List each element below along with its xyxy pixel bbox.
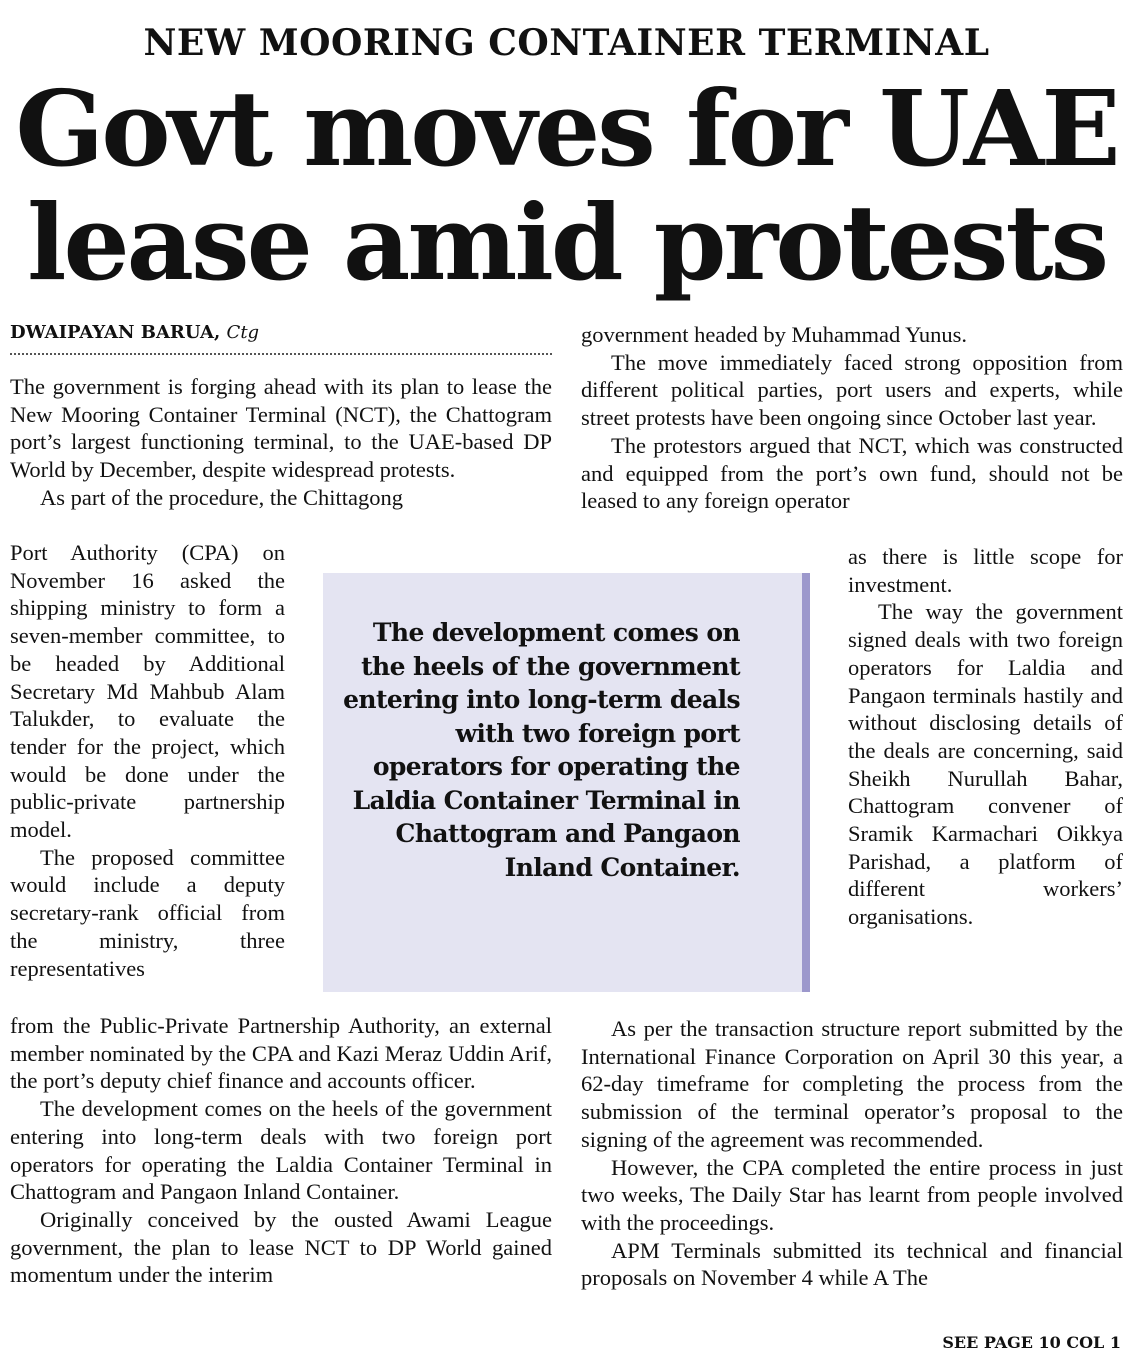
jump-line[interactable]: SEE PAGE 10 COL 1 (942, 1333, 1121, 1352)
byline-place: Ctg (226, 322, 260, 343)
kicker: NEW MOORING CONTAINER TERMINAL (143, 22, 990, 64)
paragraph: government headed by Muhammad Yunus. (581, 322, 967, 347)
paragraph: as there is little scope for investment. (848, 544, 1123, 597)
paragraph: As part of the procedure, the Chittagong (40, 484, 404, 510)
paragraph: from the Public-Private Partnership Authority, an external member nominated by the CPA and Kazi Meraz Uddin Arif, the port’s deputy chief finance and accounts officer. (10, 1013, 552, 1094)
byline-author: DWAIPAYAN BARUA, (10, 322, 221, 343)
pull-quote-box (323, 573, 810, 992)
right-column-top (581, 321, 1123, 515)
paragraph: The way the government signed deals with two foreign operators for Laldia and Pangaon terminals hastily and without disclosing details of the deals are concerning, said Sheikh Nurullah Bahar, Chattogram convener of Sramik Karmachari Oikkya Parishad, a platform of different workers’ organisations. (848, 599, 1123, 930)
paragraph: Originally conceived by the ousted Awami League government, the plan to lease NCT to DP World gained momentum under the interim (10, 1206, 552, 1288)
right-column-bottom (581, 1015, 1123, 1292)
paragraph: As per the transaction structure report submitted by the International Finance Corporation on April 30 this year, a 62-day timeframe for completing the process from the submission of the terminal operator’s proposal to the signing of the agreement was recommended. (581, 1016, 1123, 1152)
byline (10, 322, 552, 355)
paragraph: APM Terminals submitted its technical and financial proposals on November 4 while A The (581, 1237, 1123, 1291)
paragraph: The protestors argued that NCT, which was constructed and equipped from the port’s own fund, should not be leased to any foreign operator (581, 432, 1123, 514)
paragraph: The proposed committee would include a deputy secretary-rank official from the ministry, three representatives (10, 844, 285, 981)
paragraph: The government is forging ahead with its plan to lease the New Mooring Container Terminal (NCT), the Chattogram port’s largest functioning terminal, to the UAE-based DP World by December, despite widespread protests. (10, 374, 552, 483)
paragraph: The development comes on the heels of the government entering into long-term deals with two foreign port operators for operating the Laldia Container Terminal in Chattogram and Pangaon Inland Container. (10, 1096, 552, 1205)
headline-line-2: lease amid protests (26, 181, 1107, 304)
pull-quote-text: The development comes on the heels of the government entering into long-term deals with two foreign port operators for operating the Laldia Container Terminal in Chattogram and Pangaon Inland Container. (343, 618, 740, 882)
headline (0, 67, 1133, 304)
paragraph: The move immediately faced strong opposition from different political parties, port users and experts, while street protests have been ongoing since October last year. (581, 349, 1123, 431)
headline-line-1: Govt moves for UAE (15, 67, 1118, 190)
paragraph: Port Authority (CPA) on November 16 asked the shipping ministry to form a seven-member committee, to be headed by Additional Secretary Md Mahbub Alam Talukder, to evaluate the tender for the project, which would be done under the public-private partnership model. (10, 540, 285, 843)
left-column-top (10, 373, 552, 512)
paragraph: However, the CPA completed the entire process in just two weeks, The Daily Star has learnt from people involved with the proceedings. (581, 1154, 1123, 1235)
right-column-narrow (848, 543, 1123, 931)
left-column-narrow (10, 539, 285, 982)
left-column-bottom (10, 1012, 552, 1289)
